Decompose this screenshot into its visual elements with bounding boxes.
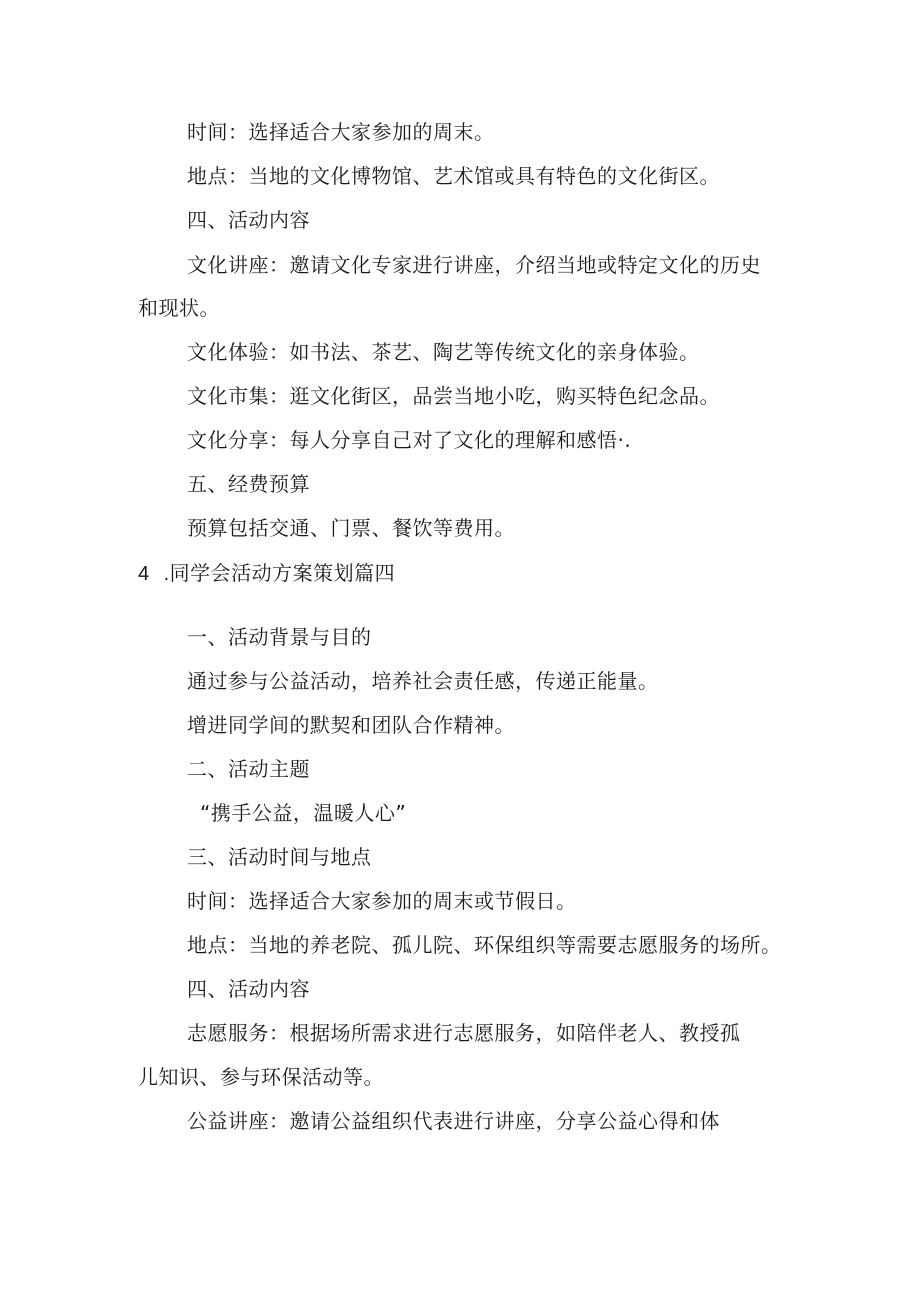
text-line-culture-market: 文化市集：逛文化街区，品尝当地小吃，购买特色纪念品。 [187, 384, 720, 408]
text-line-purpose-1: 通过参与公益活动，培养社会责任感，传递正能量。 [187, 669, 659, 693]
text-line-culture-experience: 文化体验：如书法、茶艺、陶艺等传统文化的亲身体验。 [187, 340, 700, 364]
heading-activity-content-2: 四、活动内容 [187, 977, 310, 1001]
text-line-culture-lecture: 文化讲座：邀请文化专家进行讲座，介绍当地或特定文化的历史 [187, 253, 761, 277]
text-line-budget: 预算包括交通、门票、餐饮等费用。 [187, 516, 515, 540]
heading-budget: 五、经费预算 [187, 472, 310, 496]
heading-activity-content: 四、活动内容 [187, 208, 310, 232]
text-line-volunteer-cont: 儿知识、参与环保活动等。 [138, 1065, 384, 1089]
heading-time-location: 三、活动时间与地点 [187, 845, 372, 869]
text-line-theme-quote: “携手公益，温暖人心” [200, 801, 407, 825]
section-title: .同学会活动方案策划篇四 [163, 563, 396, 585]
section-heading [138, 561, 395, 587]
text-line-location: 地点：当地的文化博物馆、艺术馆或具有特色的文化街区。 [187, 164, 720, 188]
text-line-time: 时间：选择适合大家参加的周末。 [187, 120, 495, 144]
text-line-culture-lecture-cont: 和现状。 [138, 296, 220, 320]
text-line-location-2: 地点：当地的养老院、孤儿院、环保组织等需要志愿服务的场所。 [187, 933, 782, 957]
heading-theme: 二、活动主题 [187, 757, 310, 781]
text-line-time-2: 时间：选择适合大家参加的周末或节假日。 [187, 889, 577, 913]
section-number: 4 [138, 563, 150, 585]
text-line-volunteer: 志愿服务：根据场所需求进行志愿服务，如陪伴老人、教授孤 [187, 1021, 741, 1045]
text-line-purpose-2: 增进同学间的默契和团队合作精神。 [187, 713, 515, 737]
text-line-charity-lecture: 公益讲座：邀请公益组织代表进行讲座，分享公益心得和体 [187, 1109, 720, 1133]
heading-background-purpose: 一、活动背景与目的 [187, 625, 372, 649]
text-line-culture-sharing: 文化分享：每人分享自己对了文化的理解和感悟·. [187, 428, 632, 452]
